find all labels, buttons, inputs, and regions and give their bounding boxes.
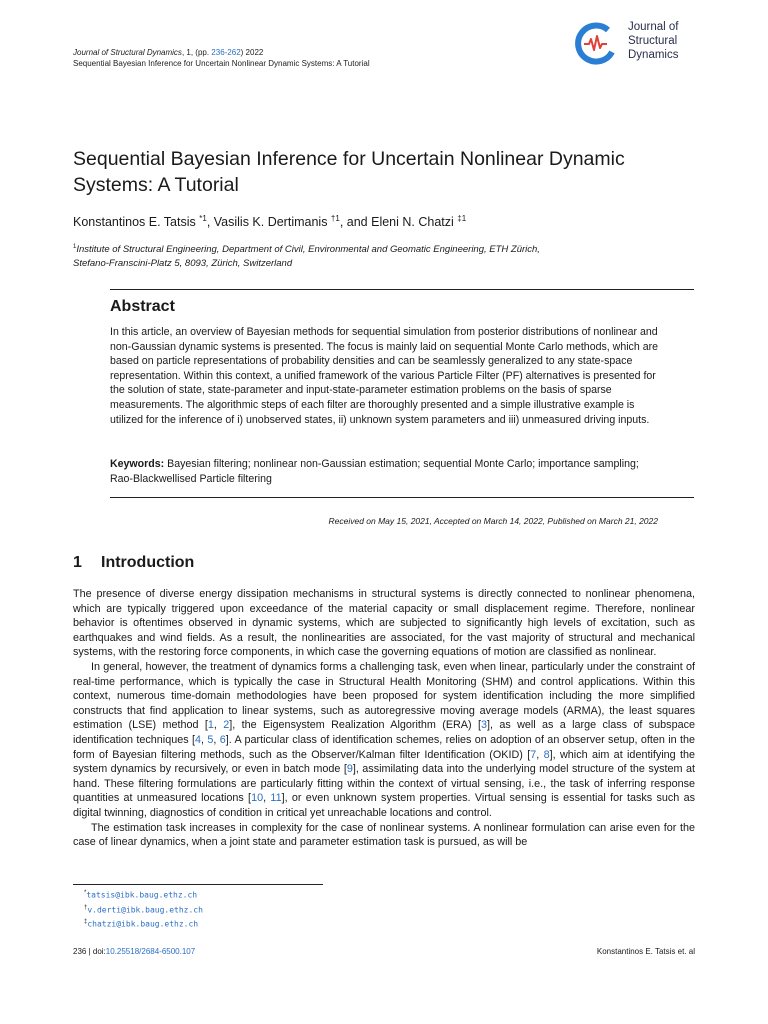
text-span: , (201, 733, 208, 746)
pages-link[interactable]: 236-262 (211, 48, 241, 57)
doi-label: | doi: (86, 947, 106, 956)
citation-link[interactable]: 4 (194, 733, 201, 746)
running-head-title: Sequential Bayesian Inference for Uncertain Nonlinear Dynamic Systems: A Tutorial (73, 59, 370, 68)
citation-link[interactable]: 10 (251, 792, 264, 805)
author-1-marks: *1 (199, 214, 207, 223)
author-1: Konstantinos E. Tatsis (73, 215, 196, 230)
footnotes (84, 887, 203, 931)
footnote-1 (84, 887, 203, 902)
journal-name: Journal of Structural Dynamics (73, 48, 182, 57)
footnote-3 (84, 916, 203, 931)
affiliation-line-1: Institute of Structural Engineering, Department of Civil, Environmental and Geomatic Engineering, ETH Zürich, (76, 244, 540, 256)
logo-line-2: Structural (628, 35, 678, 47)
text-span: ], assimilating data into the underlying model structure of the system at hand. These filtering formulations are particularly fitting within the context of virtual sensing, i.e., the task of inferring response quantities at unmeasured locations [ (73, 763, 695, 805)
citation-link[interactable]: 3 (480, 719, 487, 732)
paper-title: Sequential Bayesian Inference for Uncertain Nonlinear Dynamic Systems: A Tutorial (73, 148, 625, 196)
page-footer-right: Konstantinos E. Tatsis et. al (596, 947, 695, 956)
text-span: , (536, 748, 544, 761)
section-title: Introduction (101, 554, 195, 571)
text-span: ], or even unknown system properties. Virtual sensing is essential for tasks such as digital twinning, diagnostics of condition in critical yet unreachable locations and control. (73, 792, 695, 819)
abstract-body: In this article, an overview of Bayesian methods for sequential simulation from posterior distributions of nonlinear and non-Gaussian dynamic systems is presented. The focus is mainly laid on sequential Monte Carlo methods, which are based on particle representations of probability densities and can be seamlessly generalized to any state-space representation. Within this context, a unified framework of the various Particle Filter (PF) alternatives is presented for the solution of state, state-parameter and input-state-parameter estimation problems on the basis of sparse measurements. The algorithmic steps of each filter are thoroughly presented and a simple illustrative example is utilized for the inference of i) unobserved states, ii) unknown system parameters and iii) unmeasured driving inputs. (110, 326, 659, 426)
affiliation-mark: 1 (73, 244, 77, 250)
doi-link[interactable]: 10.25518/2684-6500.107 (105, 947, 196, 956)
logo-line-1: Journal of (628, 21, 679, 33)
text-span: ], the Eigensystem Realization Algorithm (ERA) [ (229, 719, 481, 732)
page-number: 236 (73, 947, 87, 956)
text-span: , (213, 733, 220, 746)
text-span: In general, however, the treatment of dynamics forms a challenging task, even when linear, particularly under the constraint of real-time performance, which is typically the case in Structural Health Monitoring (SHM) and control applications. Within this context, numerous time-domain methodologies have been proposed for system identification including the more simplified constructs that find application to linear systems, such as autoregressive moving average models (ARMA), the least squares estimation (LSE) method [ (73, 660, 695, 732)
footnote-mark: * (84, 890, 87, 896)
text-span: , (263, 792, 271, 805)
paragraph-1: The presence of diverse energy dissipation mechanisms in structural systems is directly connected to nonlinear phenomena, which are typically triggered upon exceedance of the material capacity or small displacement regime. Therefore, nonlinear behavior is oftentimes observed in dynamic systems, which are subjected to significantly high levels of excitation, such as earthquakes and wind fields. As a result, the nonlinearities are associated, for the vast majority of structural and mechanical systems, with the restoring force components, in which case the governing equations of motion are classified as nonlinear. (73, 588, 695, 659)
keywords-text: Bayesian filtering; nonlinear non-Gaussian estimation; sequential Monte Carlo; importance sampling; Rao-Blackwellised Particle filtering (110, 458, 639, 485)
keywords-label: Keywords: (110, 458, 165, 470)
citation-link[interactable]: 6 (219, 733, 226, 746)
abstract-heading: Abstract (110, 298, 175, 315)
email-link[interactable]: tatsis@ibk.baug.ethz.ch (86, 890, 198, 900)
running-head-citation (73, 47, 370, 58)
citation-link[interactable]: 1 (207, 719, 214, 732)
abstract-bottom-rule (110, 497, 694, 498)
footnote-mark: ‡ (84, 919, 88, 926)
logo-line-3: Dynamics (628, 49, 679, 61)
publication-dates: Received on May 15, 2021, Accepted on March 14, 2022, Published on March 21, 2022 (328, 516, 658, 526)
affiliation-line-2: Stefano-Franscini-Platz 5, 8093, Zürich, Switzerland (73, 258, 293, 270)
heartbeat-ring-icon (572, 22, 618, 66)
text-span: ], as well as a large class of subspace identification techniques [ (73, 719, 695, 746)
author-2: , Vasilis K. Dertimanis (206, 215, 331, 230)
author-3: , and Eleni N. Chatzi (339, 215, 458, 230)
running-head (73, 47, 370, 69)
year-text: ) 2022 (240, 48, 264, 57)
page-footer-left (73, 947, 195, 956)
footnote-rule (73, 884, 323, 885)
footnote-mark: † (84, 904, 88, 911)
volume-text: , 1, (pp. (181, 48, 212, 57)
author-list (73, 210, 466, 231)
section-heading-introduction (73, 554, 194, 572)
paragraph-2 (73, 660, 695, 821)
citation-link[interactable]: 11 (270, 792, 282, 805)
citation-link[interactable]: 2 (223, 719, 230, 732)
logo-text (628, 20, 679, 62)
keywords (110, 457, 660, 486)
abstract-top-rule (110, 289, 694, 290)
text-span: , (213, 719, 224, 732)
author-2-marks: †1 (330, 214, 340, 223)
paragraph-3: The estimation task increases in complexity for the case of nonlinear systems. A nonlinear formulation can arise even for the case of linear dynamics, when a joint state and parameter estimation task is pursued, as will be (73, 821, 695, 849)
citation-link[interactable]: 9 (346, 763, 353, 776)
email-link[interactable]: chatzi@ibk.baug.ethz.ch (87, 919, 199, 929)
section-number: 1 (73, 554, 82, 571)
citation-link[interactable]: 7 (530, 748, 537, 761)
affiliation (73, 240, 693, 271)
introduction-body (73, 587, 695, 850)
author-3-marks: ‡1 (457, 214, 467, 223)
journal-logo (572, 20, 722, 66)
citation-link[interactable]: 5 (207, 733, 214, 746)
email-link[interactable]: v.derti@ibk.baug.ethz.ch (87, 905, 203, 915)
citation-link[interactable]: 8 (543, 748, 550, 761)
footnote-2 (84, 902, 203, 917)
text-span: ], which aim at identifying the system dynamics by recursively, or even in batch mode [ (73, 748, 696, 776)
text-span: ]. A particular class of identification schemes, relies on adoption of an observer setup, often in the form of Bayesian filtering methods, such as the Observer/Kalman filter Identification (OKID) [ (73, 733, 696, 761)
